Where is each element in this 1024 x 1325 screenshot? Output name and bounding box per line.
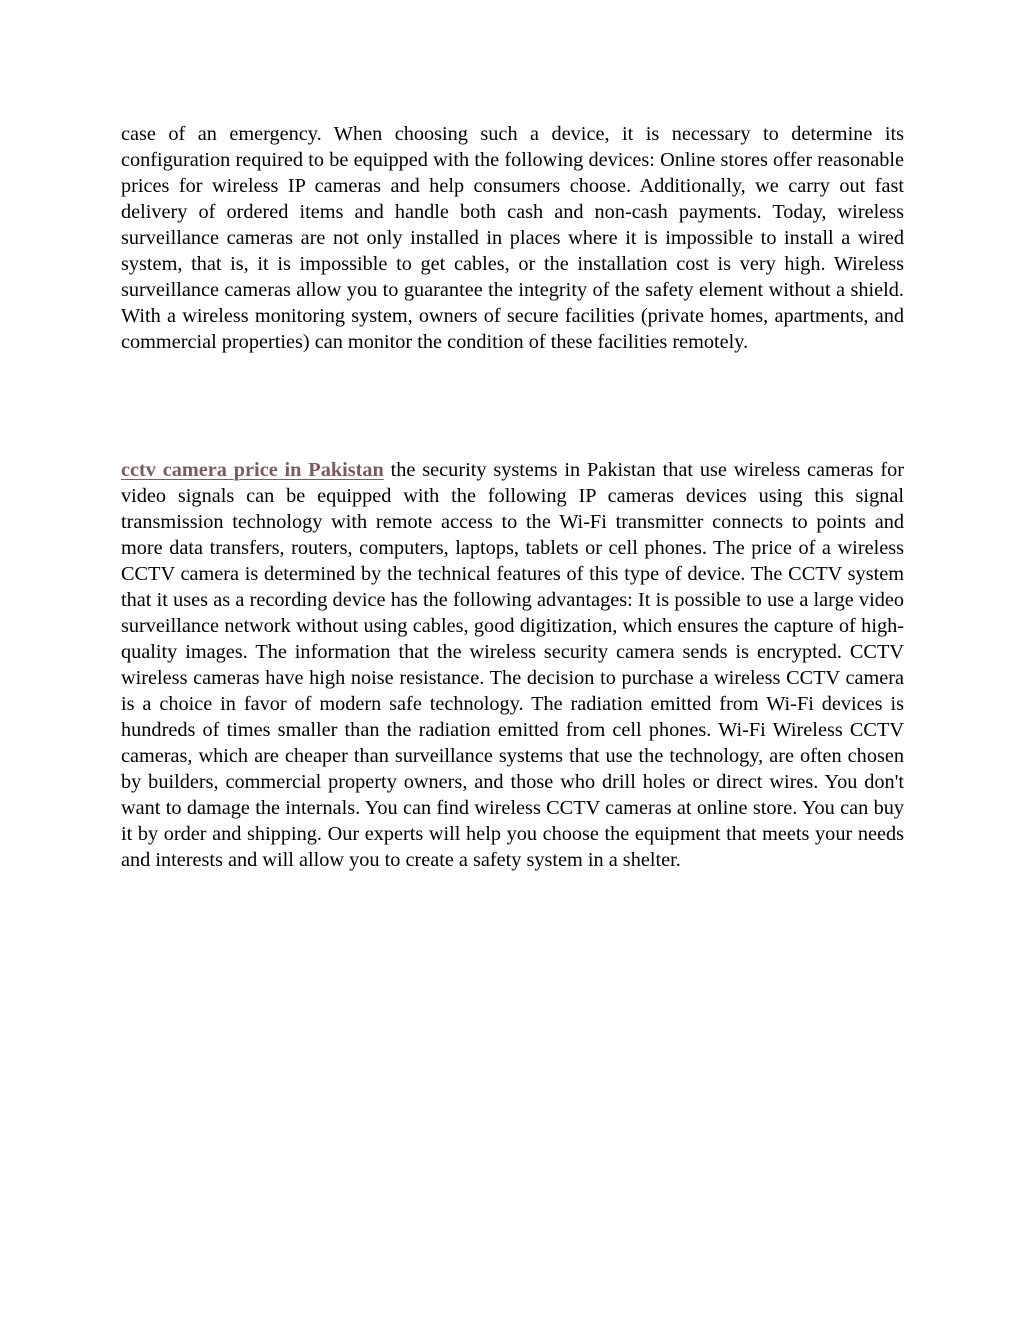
body-paragraph-2-text: the security systems in Pakistan that use wireless cameras for video signals can be equipped with the following IP cameras devices using this signal transmission technology with remote access to the Wi-Fi transmitter connects to points and more data transfers, routers, computers, laptops, tablets or cell phones. The price of a wireless CCTV camera is determined by the technical features of this type of device. The CCTV system that it uses as a recording device has the following advantages: It is possible to use a large video surveillance network without using cables, good digitization, which ensures the capture of high-quality images. The information that the wireless security camera sends is encrypted. CCTV wireless cameras have high noise resistance. The decision to purchase a wireless CCTV camera is a choice in favor of modern safe technology. The radiation emitted from Wi-Fi devices is hundreds of times smaller than the radiation emitted from cell phones. Wi-Fi Wireless CCTV cameras, which are cheaper than surveillance systems that use the technology, are often chosen by builders, commercial property owners, and those who drill holes or direct wires. You don't want to damage the internals. You can find wireless CCTV cameras at online store. You can buy it by order and shipping. Our experts will help you choose the equipment that meets your needs and interests and will allow you to create a safety system in a shelter. [121, 459, 904, 871]
cctv-price-link[interactable]: cctv camera price in Pakistan [121, 459, 384, 481]
body-paragraph-2 [121, 457, 904, 873]
body-paragraph-1: case of an emergency. When choosing such a device, it is necessary to determine its configuration required to be equipped with the following devices: Online stores offer reasonable prices for wireless IP cameras and help consumers choose. Additionally, we carry out fast delivery of ordered items and handle both cash and non-cash payments. Today, wireless surveillance cameras are not only installed in places where it is impossible to install a wired system, that is, it is impossible to get cables, or the installation cost is very high. Wireless surveillance cameras allow you to guarantee the integrity of the safety element without a shield. With a wireless monitoring system, owners of secure facilities (private homes, apartments, and commercial properties) can monitor the condition of these facilities remotely. [121, 123, 904, 353]
